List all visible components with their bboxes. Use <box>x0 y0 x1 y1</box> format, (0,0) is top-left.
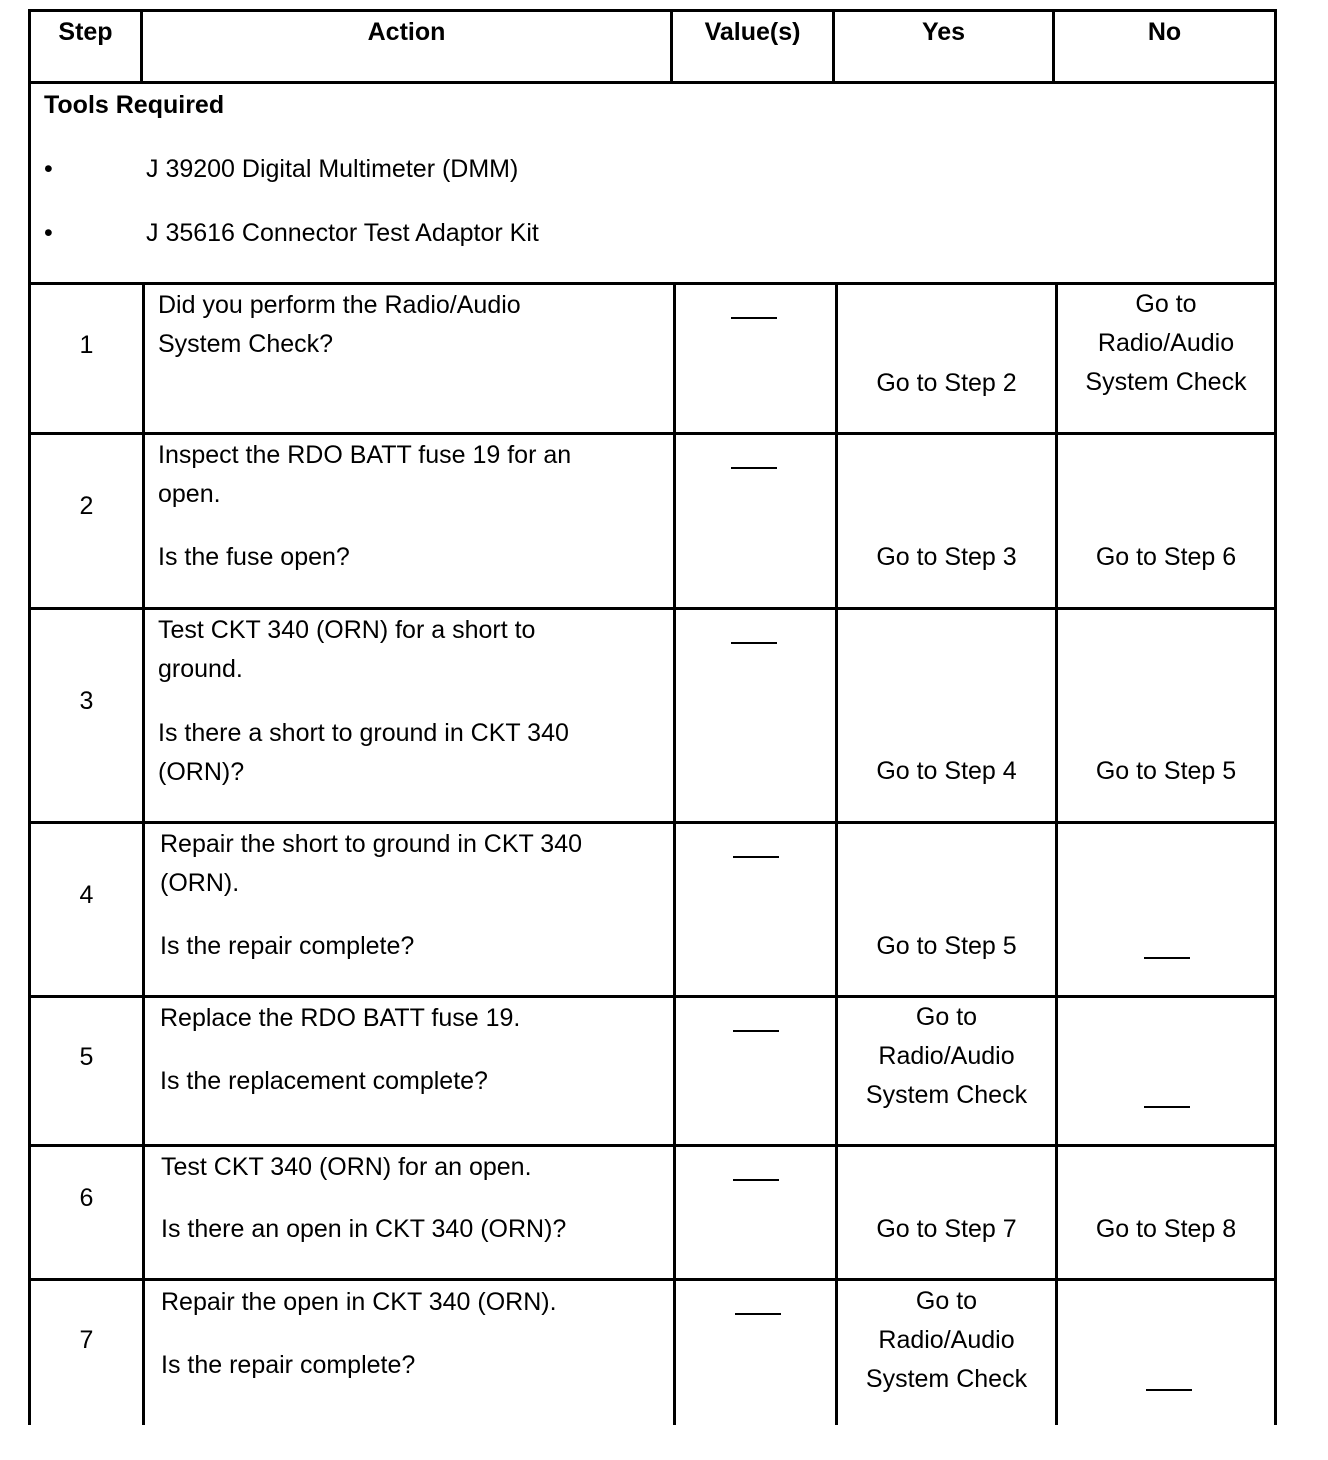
no-empty-dash <box>1144 1106 1190 1108</box>
action-text: Inspect the RDO BATT fuse 19 for an <box>158 441 572 469</box>
action-text: open. <box>158 480 221 508</box>
step-number: 2 <box>79 492 94 520</box>
yes-text: Go to Step 4 <box>876 757 1017 785</box>
yes-text: Radio/Audio <box>878 1326 1015 1354</box>
no-empty-dash <box>1144 957 1190 959</box>
header-step: Step <box>58 18 113 46</box>
no-text: Go to Step 5 <box>1095 757 1237 785</box>
action-text: Is the replacement complete? <box>160 1067 488 1095</box>
value-empty-dash <box>733 1030 779 1032</box>
yes-text: Go to Step 7 <box>876 1215 1017 1243</box>
header-values: Value(s) <box>704 18 801 46</box>
no-text: Go to Step 6 <box>1095 543 1237 571</box>
tool-item: J 35616 Connector Test Adaptor Kit <box>146 219 539 247</box>
no-text: System Check <box>1085 368 1247 396</box>
bullet: • <box>44 219 53 247</box>
yes-text: Go to <box>915 1287 978 1315</box>
action-text: ground. <box>158 655 243 683</box>
value-empty-dash <box>733 1179 779 1181</box>
action-text: System Check? <box>158 330 334 358</box>
header-no: No <box>1147 18 1182 46</box>
yes-text: Go to Step 3 <box>876 543 1017 571</box>
step-number: 4 <box>79 881 94 909</box>
row-separator <box>28 995 1277 998</box>
step-number: 6 <box>79 1184 94 1212</box>
yes-text: Radio/Audio <box>878 1042 1015 1070</box>
tool-item: J 39200 Digital Multimeter (DMM) <box>146 155 519 183</box>
value-empty-dash <box>731 467 777 469</box>
step-number: 7 <box>79 1326 94 1354</box>
yes-text: Go to <box>915 1003 978 1031</box>
action-text: Did you perform the Radio/Audio <box>158 291 521 319</box>
action-text: Is the repair complete? <box>160 932 415 960</box>
row-separator <box>28 432 1277 435</box>
no-text: Go to Step 8 <box>1095 1215 1237 1243</box>
no-text: Radio/Audio <box>1097 329 1235 357</box>
action-text: Repair the open in CKT 340 (ORN). <box>161 1288 557 1316</box>
row-separator <box>28 1278 1277 1281</box>
value-empty-dash <box>731 642 777 644</box>
tools-required-title: Tools Required <box>44 91 225 119</box>
yes-text: System Check <box>865 1081 1028 1109</box>
step-number: 3 <box>79 687 94 715</box>
yes-text: Go to Step 2 <box>876 369 1017 397</box>
value-empty-dash <box>731 317 777 319</box>
action-text: (ORN)? <box>158 758 245 786</box>
table-top-border <box>28 9 1277 12</box>
table-right-border <box>1274 9 1277 1425</box>
bullet: • <box>44 155 53 183</box>
header-action: Action <box>367 18 446 46</box>
action-text: Is there a short to ground in CKT 340 <box>158 719 569 747</box>
body-divider <box>142 282 145 1425</box>
step-number: 5 <box>79 1043 94 1071</box>
row-separator <box>28 1144 1277 1147</box>
action-text: Replace the RDO BATT fuse 19. <box>160 1004 521 1032</box>
yes-text: System Check <box>865 1365 1028 1393</box>
action-text: Is the repair complete? <box>161 1351 416 1379</box>
row-separator <box>28 821 1277 824</box>
action-text: Test CKT 340 (ORN) for an open. <box>161 1153 532 1181</box>
yes-text: Go to Step 5 <box>876 932 1017 960</box>
action-text: Is there an open in CKT 340 (ORN)? <box>161 1215 567 1243</box>
body-divider <box>673 282 676 1425</box>
action-text: Is the fuse open? <box>158 543 350 571</box>
header-yes: Yes <box>921 18 966 46</box>
value-empty-dash <box>733 856 779 858</box>
action-text: (ORN). <box>160 869 240 897</box>
row-separator <box>28 607 1277 610</box>
header-bottom-border <box>28 81 1277 84</box>
body-divider <box>1055 282 1058 1425</box>
no-empty-dash <box>1146 1389 1192 1391</box>
no-text: Go to <box>1135 290 1197 318</box>
step-number: 1 <box>79 331 94 359</box>
body-divider <box>835 282 838 1425</box>
value-empty-dash <box>735 1313 781 1315</box>
action-text: Repair the short to ground in CKT 340 <box>160 830 583 858</box>
action-text: Test CKT 340 (ORN) for a short to <box>158 616 536 644</box>
